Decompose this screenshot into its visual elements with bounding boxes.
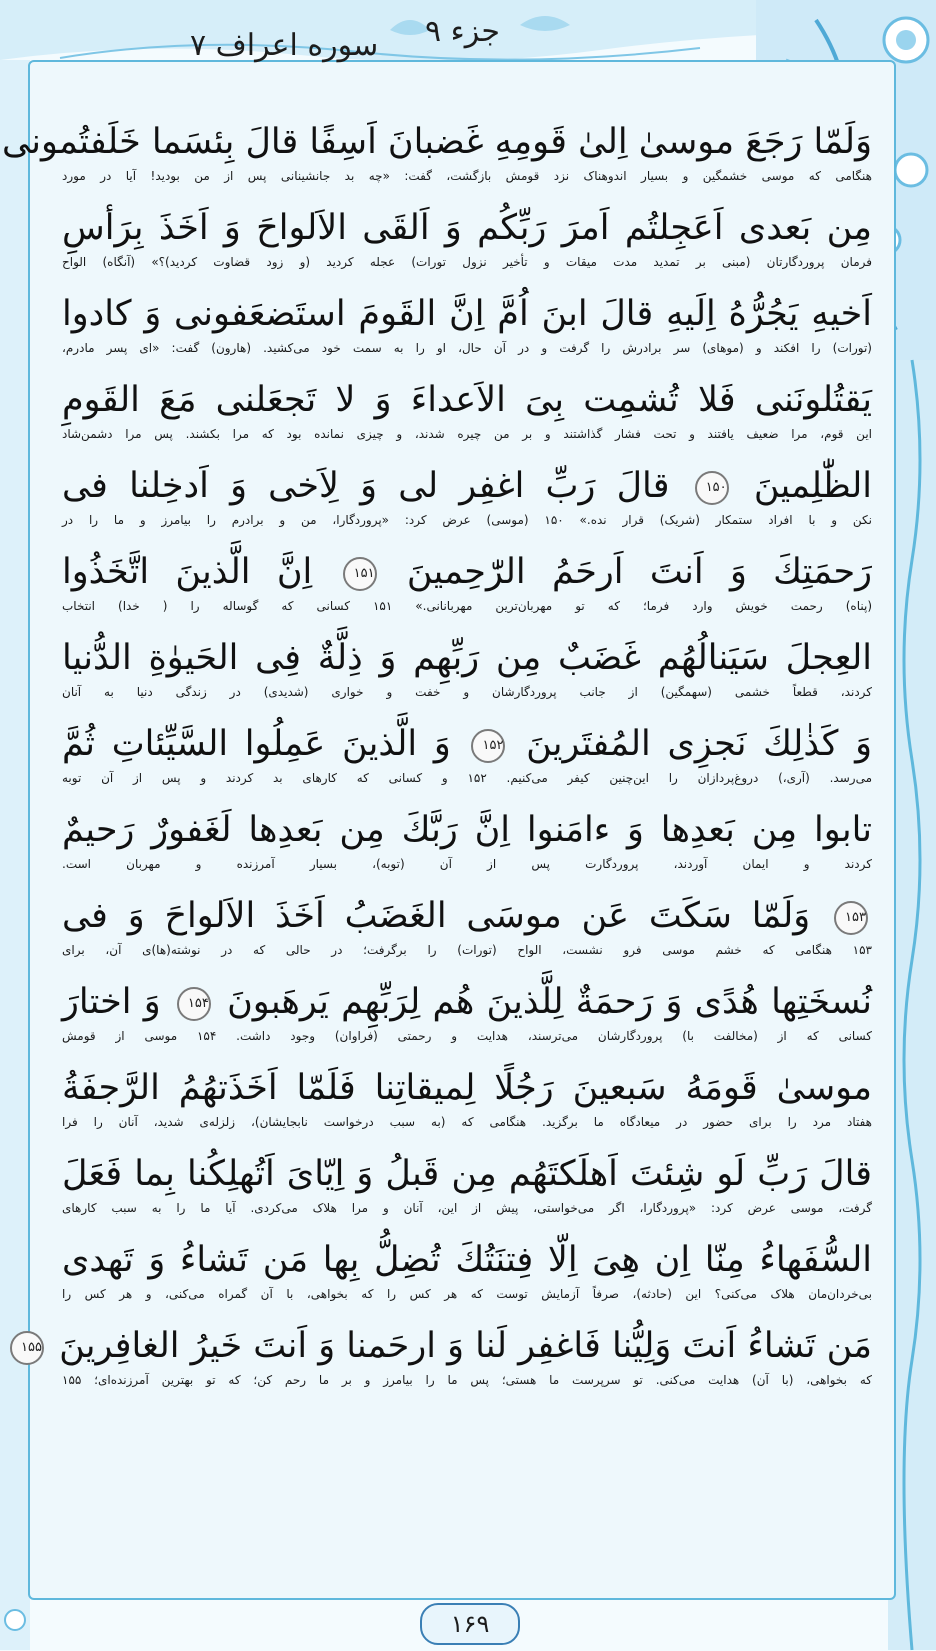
persian-translation: می‌رسد. (آری،) دروغ‌پردازان را این‌چنین کیفر می‌کنیم. ۱۵۲ و کسانی که کارهای بد کردند و پس از آن توبه — [62, 771, 872, 785]
verse-line — [62, 542, 872, 628]
persian-translation: گرفت، موسی عرض کرد: «پروردگارا، اگر می‌خواستی، پیش از این، آنان و مرا هلاک می‌کردی. آیا ما را به سبب کارهای — [62, 1201, 872, 1215]
persian-translation: (تورات) را افکند و (موهای) سر برادرش را گرفت و در آن حال، او را به سمت خود می‌کشید. (هارون) گفت: «ای پسر مادرم، — [62, 341, 872, 355]
verse-content — [2, 112, 872, 1402]
persian-translation: که بخواهی، (با آن) هدایت می‌کنی. تو سرپرست ما هستی؛ پس ما را بیامرز و بر ما رحم کن؛ که تو بهترین آمرزنده‌ای؛ ۱۵۵ — [62, 1373, 872, 1387]
arabic-text: وَلَمّا رَجَعَ موسىٰ اِلىٰ قَومِهِ غَضبانَ اَسِفًا قالَ بِئسَما خَلَفتُمونی — [2, 122, 872, 162]
verse-line — [62, 198, 872, 284]
persian-translation: کسانی که از (مخالفت با) پروردگارشان می‌ترسند، هدایت و رحمتی (فراوان) وجود داشت. ۱۵۴ موسی از قومش — [62, 1029, 872, 1043]
persian-translation: کردند و ایمان آوردند، پروردگارت پس از آن (توبه)، بسیار آمرزنده و مهربان است. — [62, 857, 872, 871]
verse-line — [62, 972, 872, 1058]
ayah-number-marker: ۱۵۰ — [695, 471, 729, 505]
persian-translation: نکن و با افراد ستمکار (شریک) قرار نده.» ۱۵۰ (موسی) عرض کرد: «پروردگارا، من و برادرم را بیامرز و ما را در — [62, 513, 872, 527]
left-border — [0, 60, 30, 1650]
arabic-text: اَخیهِ یَجُرُّهُ اِلَیهِ قالَ ابنَ اُمَّ اِنَّ القَومَ استَضعَفونی وَ کادوا — [62, 294, 872, 334]
arabic-text: یَقتُلونَنی فَلا تُشمِت بِیَ الاَعداءَ وَ لا تَجعَلنی مَعَ القَومِ — [62, 380, 872, 420]
arabic-text: العِجلَ سَیَنالُهُم غَضَبٌ مِن رَبِّهِم وَ ذِلَّةٌ فِی الحَیوٰةِ الدُّنیا — [62, 638, 872, 678]
verse-line — [62, 714, 872, 800]
arabic-text: مَن تَشاءُ اَنتَ وَلِیُّنا فَاغفِر لَنا وَ ارحَمنا وَ اَنتَ خَیرُ الغافِرینَ ۱۵۵ — [62, 1316, 872, 1372]
surah-label: سوره اعراف ۷ — [190, 28, 379, 63]
persian-translation: (پناه) رحمت خویش وارد فرما؛ که تو مهربان‌ترین مهربانانی.» ۱۵۱ کسانی که گوساله را ( خدا) انتخاب — [62, 599, 872, 613]
verse-line — [21, 1316, 872, 1402]
arabic-text: السُّفَهاءُ مِنّا اِن هِیَ اِلّا فِتنَتُكَ تُضِلُّ بِها مَن تَشاءُ وَ تَهدی — [62, 1240, 872, 1280]
arabic-text: موسىٰ قَومَهُ سَبعینَ رَجُلًا لِمیقاتِنا فَلَمّا اَخَذَتهُمُ الرَّجفَةُ — [62, 1068, 872, 1108]
persian-translation: کردند، قطعاً خشمی (سهمگین) از جانب پروردگارشان و خفت و خواری (شدیدی) در زندگی دنیا به آنان — [62, 685, 872, 699]
verse-line — [62, 1230, 872, 1316]
arabic-text: تابوا مِن بَعدِها وَ ءامَنوا اِنَّ رَبَّكَ مِن بَعدِها لَغَفورٌ رَحیمٌ — [62, 810, 872, 850]
arabic-text: ۱۵۳ وَلَمّا سَکَتَ عَن موسَى الغَضَبُ اَخَذَ الاَلواحَ وَ فی — [62, 896, 866, 936]
persian-translation: بی‌خردان‌مان هلاک می‌کنی؟ این (حادثه)، صرفاً آزمایش توست که هر کس را که بخواهی، با آن گمراه می‌کنی، و هر کس را — [62, 1287, 872, 1301]
juz-label: جزء ۹ — [425, 14, 500, 49]
ayah-number-marker: ۱۵۲ — [471, 729, 505, 763]
persian-translation: هفتاد مرد را برای حضور در میعادگاه ما برگزید. هنگامی که (به سبب درخواست نابجایشان)، زلزله‌ی شدید، آنان را فرا — [62, 1115, 872, 1129]
arabic-text: قالَ رَبِّ لَو شِئتَ اَهلَکتَهُم مِن قَبلُ وَ اِیّایَ اَتُهلِکُنا بِما فَعَلَ — [62, 1154, 872, 1194]
verse-line — [62, 370, 872, 456]
ayah-number-marker: ۱۵۱ — [343, 557, 377, 591]
verse-line — [2, 112, 872, 198]
arabic-text: الظّٰلِمینَ ۱۵۰ قالَ رَبِّ اغفِر لی وَ لِاَخی وَ اَدخِلنا فی — [62, 466, 872, 506]
arabic-text: وَ کَذٰلِكَ نَجزِی المُفتَرینَ ۱۵۲ وَ الَّذینَ عَمِلُوا السَّیِّئاتِ ثُمَّ — [62, 724, 872, 764]
verse-line — [62, 1058, 872, 1144]
persian-translation: ۱۵۳ هنگامی که خشم موسی فرو نشست، الواح (تورات) را برگرفت؛ در حالی که در نوشته(ها)ی آن، برای — [62, 943, 872, 957]
ayah-number-marker: ۱۵۵ — [10, 1331, 44, 1365]
ayah-number-marker: ۱۵۳ — [834, 901, 868, 935]
persian-translation: هنگامی که موسی خشمگین و بسیار اندوهناک نزد قومش بازگشت، گفت: «چه بد جانشینانی پس از من بودید! آیا در مورد — [62, 169, 872, 183]
ayah-number-marker: ۱۵۴ — [177, 987, 211, 1021]
verse-line — [62, 1144, 872, 1230]
verse-line — [62, 886, 872, 972]
verse-line — [62, 800, 872, 886]
arabic-text: رَحمَتِكَ وَ اَنتَ اَرحَمُ الرّٰحِمینَ ۱۵۱ اِنَّ الَّذینَ اتَّخَذُوا — [62, 552, 872, 592]
persian-translation: فرمان پروردگارتان (مبنی بر تمدید مدت میقات و تأخیر نزول تورات) عجله کردید (و زود قضاوت کردید)؟» (آنگاه) الواح — [62, 255, 872, 269]
page-number: ۱۶۹ — [420, 1603, 520, 1645]
verse-line — [62, 628, 872, 714]
arabic-text: نُسخَتِها هُدًى وَ رَحمَةٌ لِلَّذینَ هُم لِرَبِّهِم یَرهَبونَ ۱۵۴ وَ اختارَ — [62, 982, 872, 1022]
persian-translation: این قوم، مرا ضعیف یافتند و تحت فشار گذاشتند و بر من چیره شدند، و چیزی نمانده بود که مرا بکشند. پس مرا دشمن‌شاد — [62, 427, 872, 441]
verse-line — [62, 284, 872, 370]
verse-line — [62, 456, 872, 542]
arabic-text: مِن بَعدی اَعَجِلتُم اَمرَ رَبِّكُم وَ اَلقَى الاَلواحَ وَ اَخَذَ بِرَأسِ — [62, 208, 872, 248]
